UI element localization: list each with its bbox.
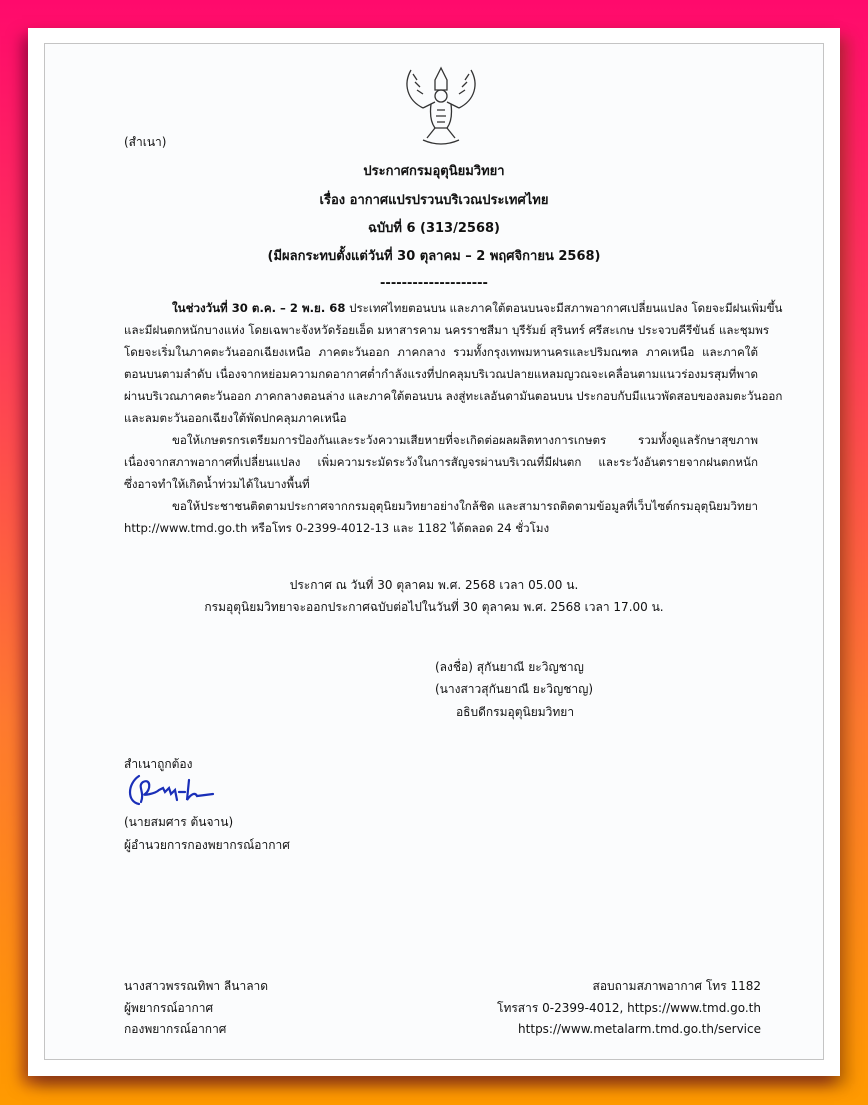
next-issue-datetime: กรมอุตุนิยมวิทยาจะออกประกาศฉบับต่อไปในวันที่ 30 ตุลาคม พ.ศ. 2568 เวลา 17.00 น. — [204, 600, 664, 614]
paragraph-3-line: ขอให้ประชาชนติดตามประกาศจากกรมอุตุนิยมวิทยาอย่างใกล้ชิด และสามารถติดตามข้อมูลที่เว็บไซต์กรมอุตุนิยมวิทยา — [172, 499, 759, 513]
signatory-signed: (ลงชื่อ) สุกันยาณี ยะวิญชาญ — [435, 660, 584, 674]
paragraph-1-line: และมีฝนตกหนักบางแห่ง โดยเฉพาะจังหวัดร้อยเอ็ด มหาสารคาม นครราชสีมา บุรีรัมย์ สุรินทร์ ศรีสะเกษ ประจวบคีรีขันธ์ และชุมพร — [124, 323, 770, 337]
paragraph-1-line: และลมตะวันออกเฉียงใต้พัดปกคลุมภาคเหนือ — [124, 411, 347, 425]
doc-subject: เรื่อง อากาศแปรปรวนบริเวณประเทศไทย — [319, 193, 549, 208]
paragraph-2-line: เนื่องจากสภาพอากาศที่เปลี่ยนแปลง เพิ่มความระมัดระวังในการสัญจรผ่านบริเวณที่มีฝนตก และระวังอันตรายจากฝนตกหนัก — [124, 455, 758, 469]
paragraph-2-line: ซึ่งอาจทำให้เกิดน้ำท่วมได้ในบางพื้นที่ — [124, 477, 310, 491]
forecaster-division: กองพยากรณ์อากาศ — [124, 1022, 227, 1036]
doc-effective-dates: (มีผลกระทบตั้งแต่วันที่ 30 ตุลาคม – 2 พฤศจิกายน 2568) — [267, 249, 601, 264]
issued-datetime: ประกาศ ณ วันที่ 30 ตุลาคม พ.ศ. 2568 เวลา 05.00 น. — [289, 578, 579, 592]
signatory-name: (นางสาวสุกันยาณี ยะวิญชาญ) — [435, 682, 594, 696]
metalarm-link[interactable]: https://www.metalarm.tmd.go.th/service — [518, 1022, 761, 1036]
doc-title: ประกาศกรมอุตุนิยมวิทยา — [363, 164, 505, 179]
paragraph-1-line: โดยจะเริ่มในภาคตะวันออกเฉียงเหนือ ภาคตะวันออก ภาคกลาง รวมทั้งกรุงเทพมหานครและปริมณฑล ภาคเหนือ และภาคใต้ — [124, 345, 758, 359]
signatory-position: อธิบดีกรมอุตุนิยมวิทยา — [455, 705, 575, 719]
forecaster-role: ผู้พยากรณ์อากาศ — [124, 1001, 214, 1015]
paragraph-1-line: ในช่วงวันที่ 30 ต.ค. – 2 พ.ย. 68 ประเทศไทยตอนบน และภาคใต้ตอนบนจะมีสภาพอากาศเปลี่ยนแปลง โดยจะมีฝนเพิ่มขึ้น — [172, 301, 783, 315]
paragraph-3-line: http://www.tmd.go.th หรือโทร 0-2399-4012-13 และ 1182 ได้ตลอด 24 ชั่วโมง — [124, 521, 550, 535]
paragraph-1-line: ตอนบนตามลำดับ เนื่องจากหย่อมความกดอากาศต่ำกำลังแรงที่ปกคลุมบริเวณปลายแหลมญวณจะเคลื่อนตามแนวร่องมรสุมที่พาด — [124, 367, 758, 381]
fax-website[interactable]: โทรสาร 0-2399-4012, https://www.tmd.go.th — [497, 1001, 761, 1015]
divider: -------------------- — [380, 276, 488, 291]
certifier-name: (นายสมศาร ต้นจาน) — [124, 815, 234, 829]
garuda-emblem-icon — [401, 64, 481, 148]
date-range-lead: ในช่วงวันที่ 30 ต.ค. – 2 พ.ย. 68 — [172, 301, 346, 315]
certifier-position: ผู้อำนวยการกองพยากรณ์อากาศ — [124, 838, 290, 852]
doc-issue: ฉบับที่ 6 (313/2568) — [368, 221, 500, 236]
handwritten-signature — [125, 772, 215, 810]
forecaster-name: นางสาวพรรณทิพา ลีนาลาด — [124, 979, 269, 993]
certified-label: สำเนาถูกต้อง — [124, 757, 193, 771]
paragraph-2-line: ขอให้เกษตรกรเตรียมการป้องกันและระวังความเสียหายที่จะเกิดต่อผลผลิตทางการเกษตร รวมทั้งดูแลรักษาสุขภาพ — [172, 433, 758, 447]
weather-hotline: สอบถามสภาพอากาศ โทร 1182 — [592, 979, 761, 993]
document-page — [28, 28, 840, 1076]
copy-label: (สำเนา) — [124, 135, 167, 149]
paragraph-1-line: ผ่านบริเวณภาคตะวันออก ภาคกลางตอนล่าง และภาคใต้ตอนบน ลงสู่ทะเลอันดามันตอนบน ประกอบกับมีแนวพัดสอบของลมตะวันออก — [124, 389, 783, 403]
document-frame — [44, 43, 824, 1060]
